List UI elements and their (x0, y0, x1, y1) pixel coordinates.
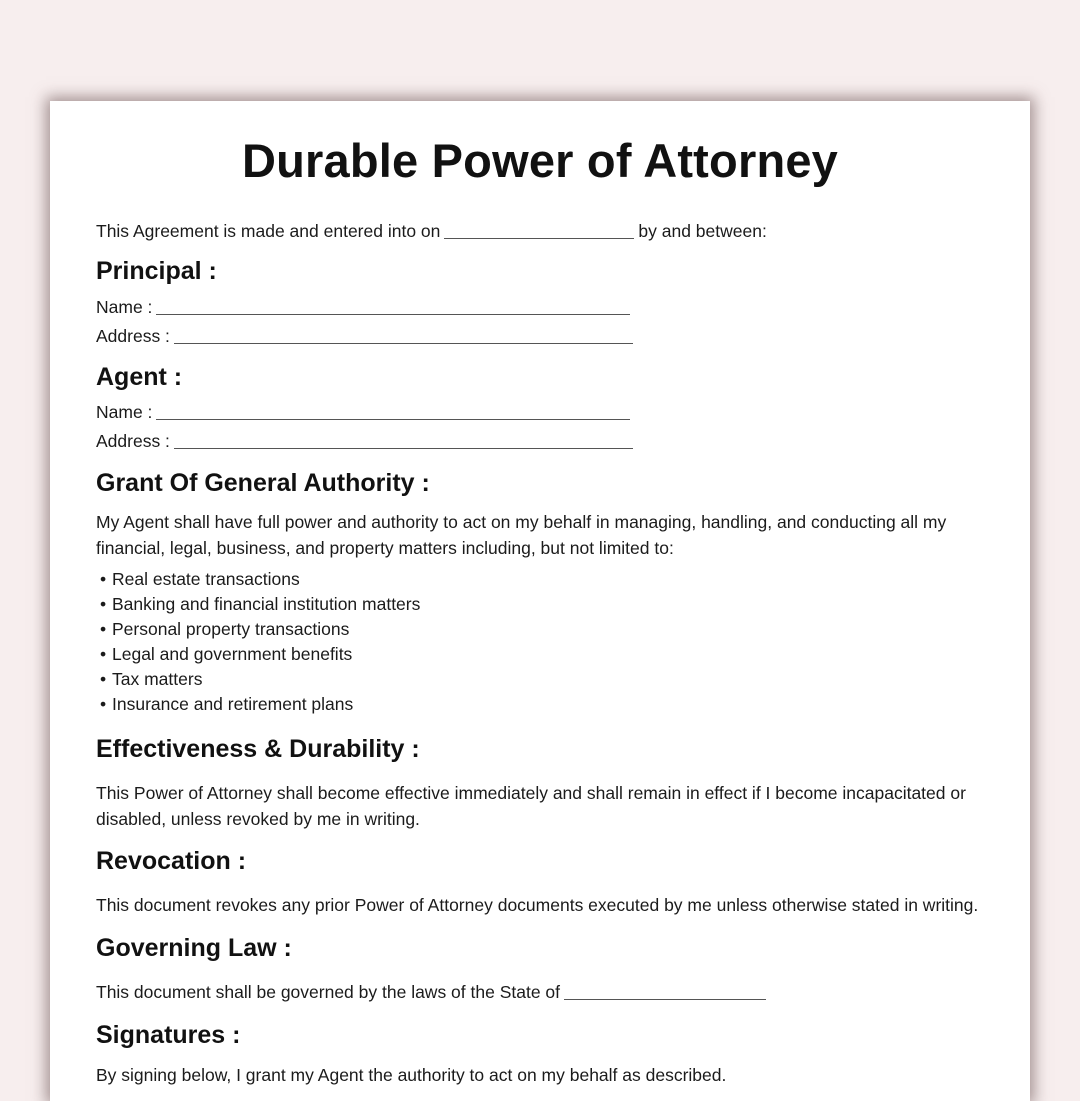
principal-address-label: Address : (96, 326, 170, 346)
revocation-text: This document revokes any prior Power of Attorney documents executed by me unless otherwise stated in writing. (96, 895, 979, 915)
agent-heading: Agent : (96, 363, 183, 391)
grant-text: My Agent shall have full power and authority to act on my behalf in managing, handling, and conducting all my financial, legal, business, and property matters including, but not limited to: (96, 512, 947, 558)
state-blank[interactable] (564, 998, 766, 1000)
governing-law-heading: Governing Law : (96, 934, 292, 962)
agent-name-row (96, 402, 634, 423)
list-item: • Legal and government benefits (100, 642, 420, 667)
principal-name-row (96, 297, 634, 318)
principal-address-row (96, 326, 637, 347)
bullet-icon: • (100, 694, 107, 714)
list-item: • Tax matters (100, 667, 420, 692)
agent-name-label: Name : (96, 402, 153, 422)
principal-name-blank[interactable] (156, 313, 630, 315)
grant-heading: Grant Of General Authority : (96, 469, 430, 497)
intro-text-after: by and between: (638, 221, 767, 241)
principal-name-label: Name : (96, 297, 153, 317)
effectiveness-heading: Effectiveness & Durability : (96, 735, 420, 763)
list-item: • Real estate transactions (100, 567, 420, 592)
governing-law-text: This document shall be governed by the laws of the State of (96, 982, 561, 1002)
bullet-icon: • (100, 669, 107, 689)
document-title: Durable Power of Attorney (241, 134, 839, 187)
agent-name-blank[interactable] (156, 418, 630, 420)
intro-text-before: This Agreement is made and entered into on (96, 221, 441, 241)
governing-law-line (96, 982, 770, 1003)
signatures-text: By signing below, I grant my Agent the authority to act on my behalf as described. (96, 1065, 727, 1085)
agent-address-blank[interactable] (174, 447, 633, 449)
intro-line (96, 221, 767, 242)
signatures-heading: Signatures : (96, 1021, 241, 1049)
bullet-icon: • (100, 644, 107, 664)
list-item: • Personal property transactions (100, 617, 420, 642)
list-item: • Insurance and retirement plans (100, 692, 420, 717)
agent-address-row (96, 431, 637, 452)
agreement-date-blank[interactable] (444, 237, 634, 239)
bullet-icon: • (100, 594, 107, 614)
list-item: • Banking and financial institution matters (100, 592, 420, 617)
document-page (50, 101, 1030, 1101)
principal-heading: Principal : (96, 257, 217, 285)
bullet-icon: • (100, 619, 107, 639)
agent-address-label: Address : (96, 431, 170, 451)
principal-address-blank[interactable] (174, 342, 633, 344)
revocation-heading: Revocation : (96, 847, 247, 875)
grant-authority-list (100, 567, 420, 717)
bullet-icon: • (100, 569, 107, 589)
effectiveness-text: This Power of Attorney shall become effective immediately and shall remain in effect if I become incapacitated or disabled, unless revoked by me in writing. (96, 783, 966, 829)
